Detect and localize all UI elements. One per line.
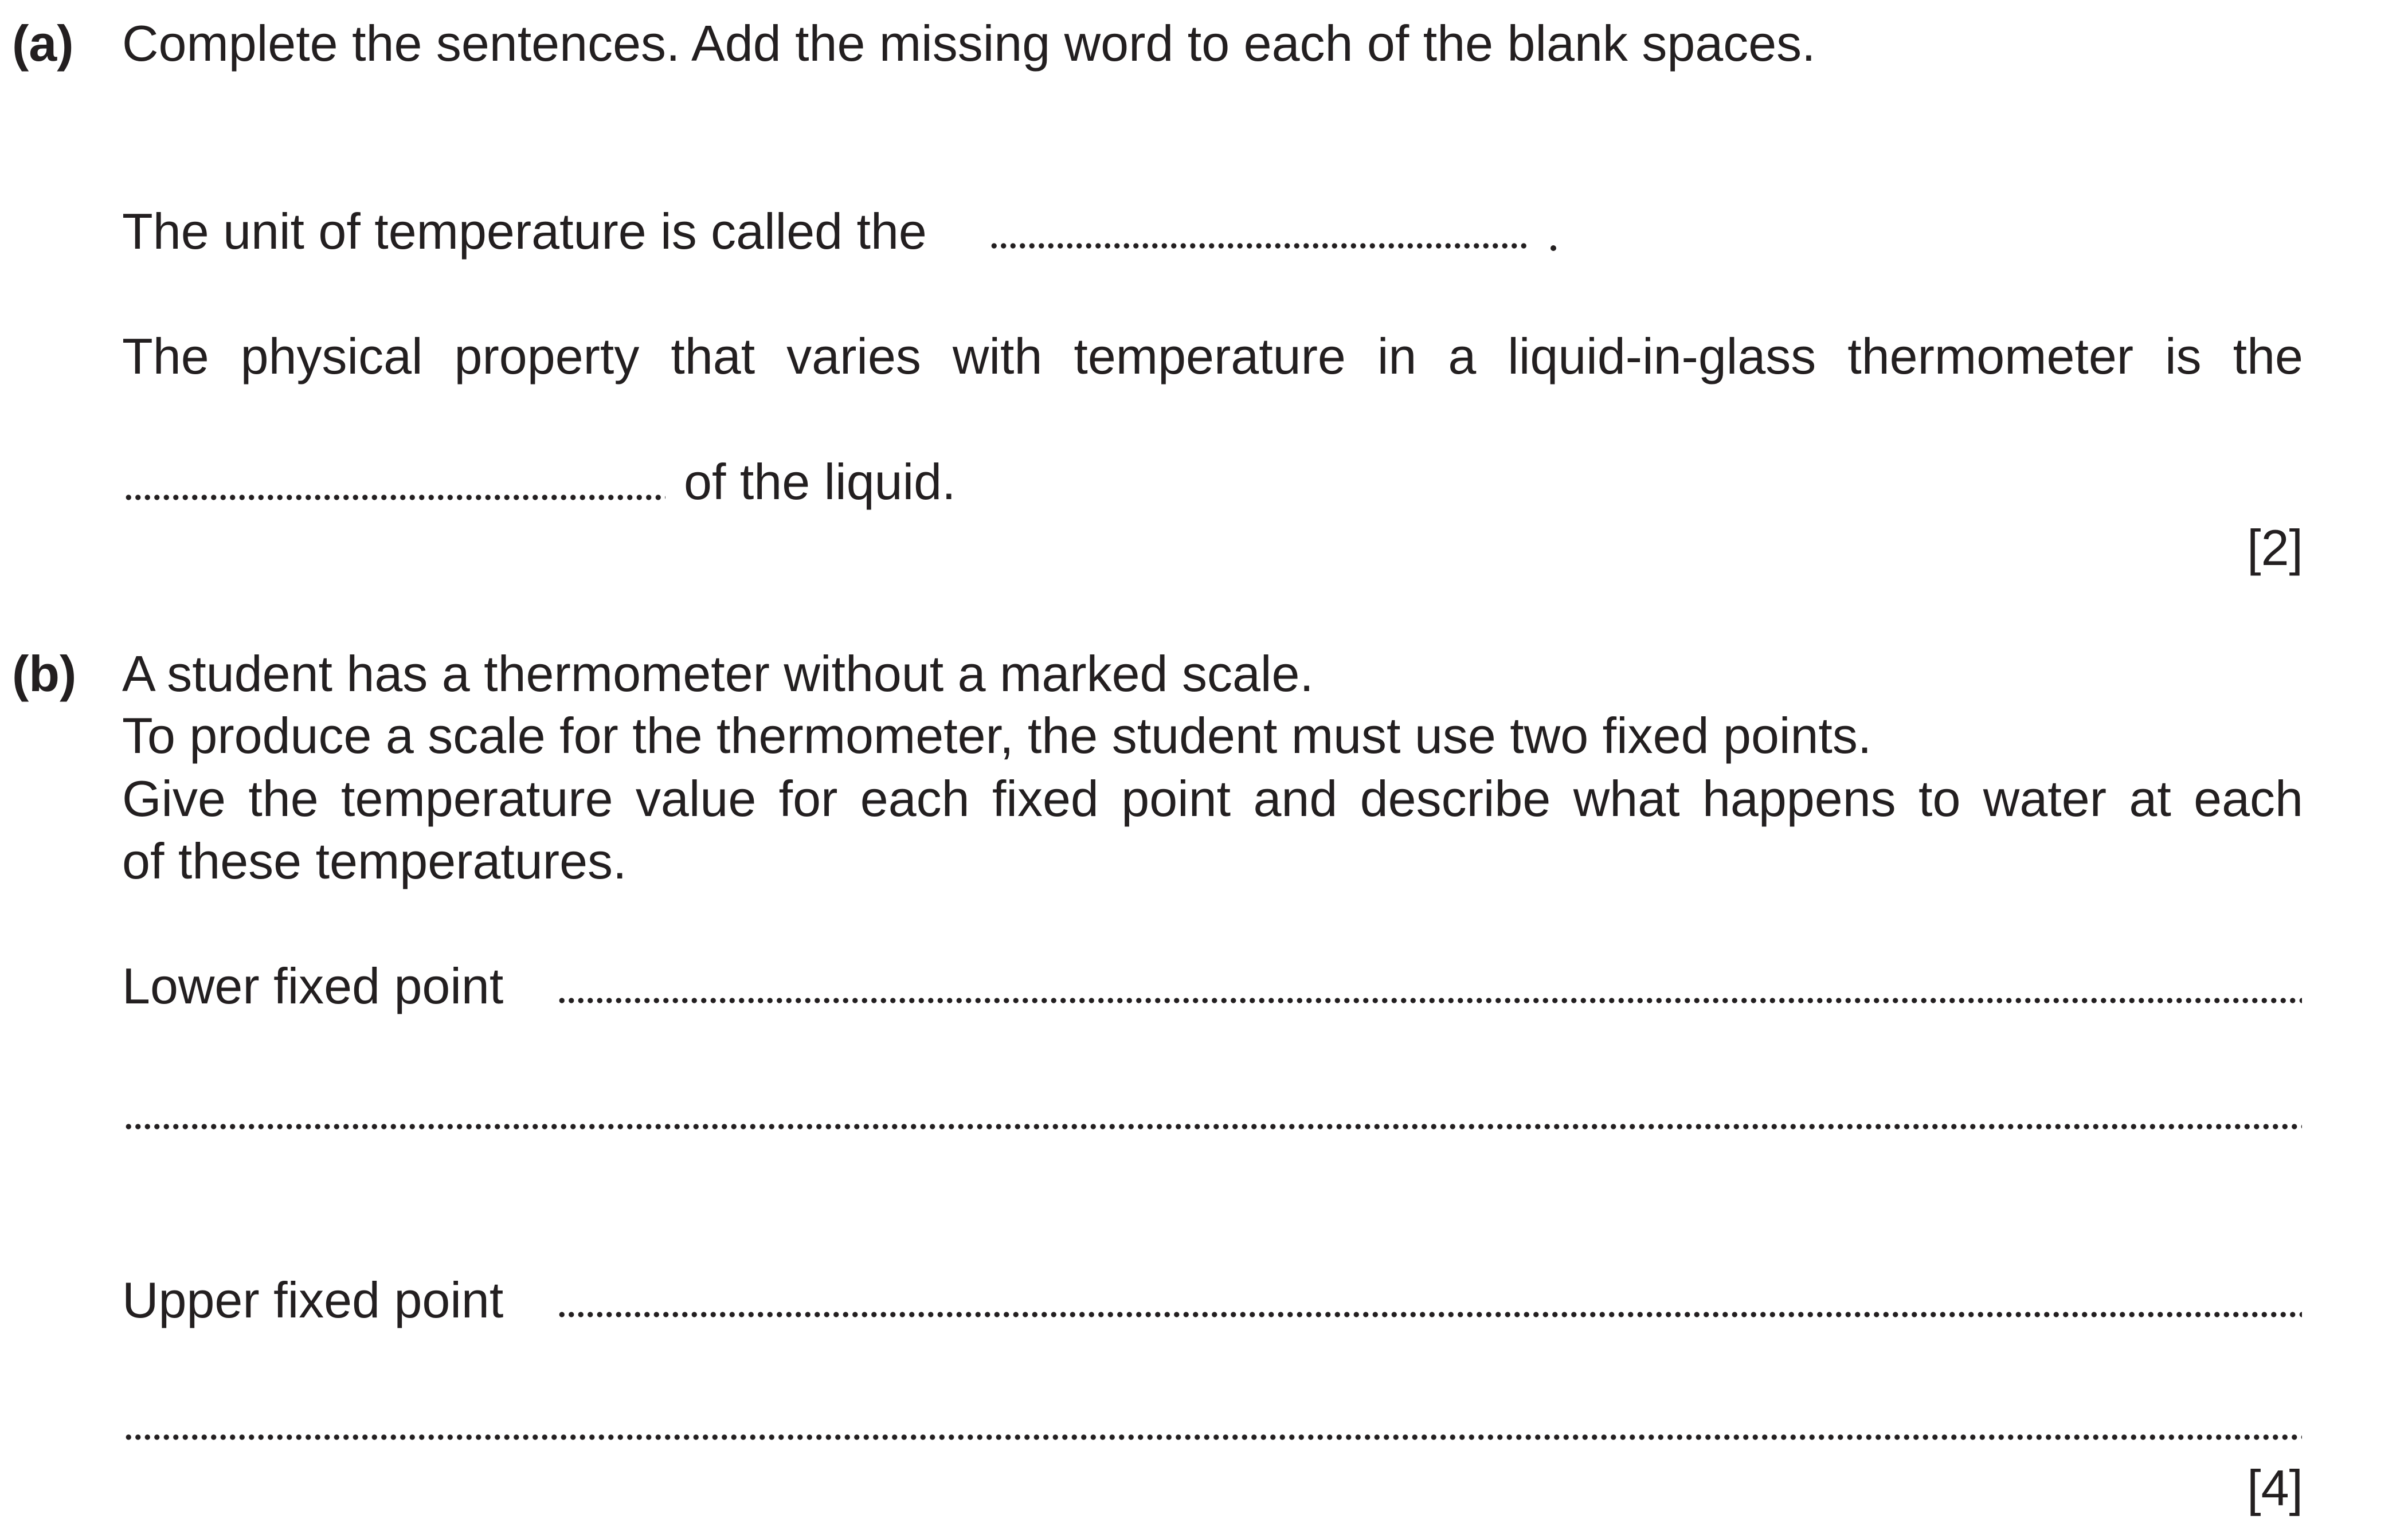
part-b-line-1: A student has a thermometer without a marked scale.	[122, 645, 1314, 702]
upper-fixed-point-answer-line-1[interactable]	[557, 1311, 2302, 1318]
lower-fixed-point-answer-line-1[interactable]	[557, 997, 2302, 1004]
part-b-line-4: of these temperatures.	[122, 833, 627, 889]
upper-fixed-point-label: Upper fixed point	[122, 1272, 504, 1328]
upper-fixed-point-answer-line-2[interactable]	[124, 1434, 2302, 1441]
sentence-property-text: The physical property that varies with temperature in a liquid-in-glass thermometer is the	[122, 328, 2303, 385]
lower-fixed-point-label: Lower fixed point	[122, 958, 504, 1014]
part-b-label: (b)	[12, 645, 77, 702]
answer-blank-unit[interactable]	[989, 242, 1527, 249]
answer-blank-property[interactable]	[124, 494, 665, 501]
part-b-line-3: Give the temperature value for each fixed point and describe what happens to water at each	[122, 770, 2303, 827]
lower-fixed-point-answer-line-2[interactable]	[124, 1123, 2302, 1130]
sentence-unit-period	[1550, 245, 1556, 251]
part-a-label: (a)	[12, 15, 74, 72]
part-b-line-2: To produce a scale for the thermometer, the student must use two fixed points.	[122, 707, 1872, 764]
part-a-instruction: Complete the sentences. Add the missing word to each of the blank spaces.	[122, 15, 1816, 72]
part-a-marks: [2]	[2247, 519, 2303, 576]
sentence-unit-text: The unit of temperature is called the	[122, 203, 927, 260]
part-b-marks: [4]	[2247, 1460, 2303, 1516]
sentence-property-end: of the liquid.	[684, 453, 956, 510]
